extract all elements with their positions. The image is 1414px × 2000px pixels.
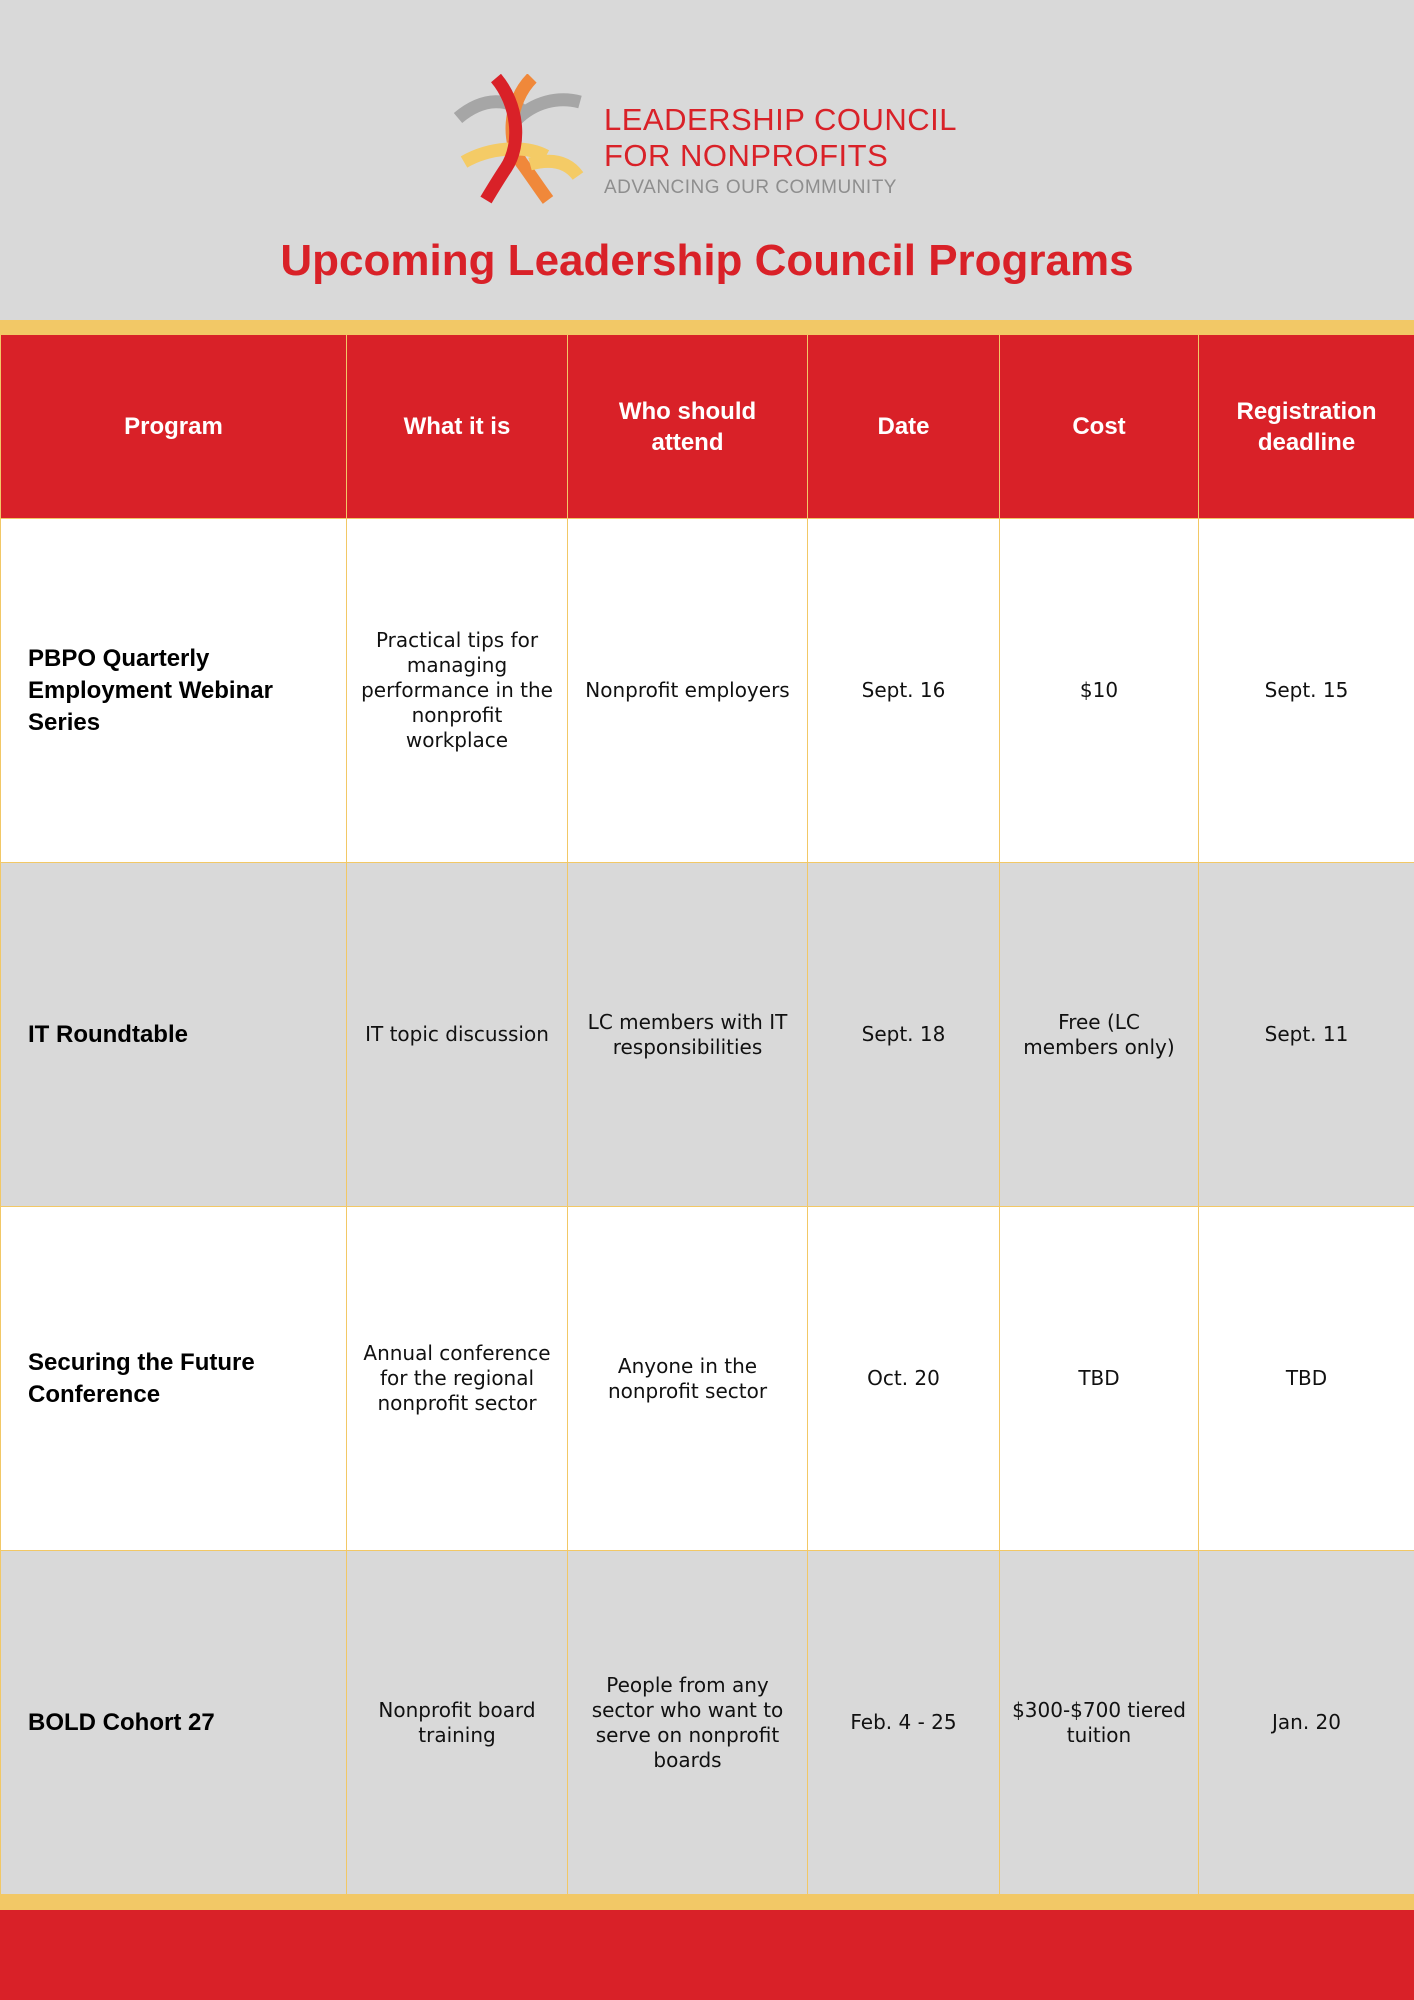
program-deadline: Sept. 11 (1199, 863, 1414, 1207)
gold-divider-top (0, 320, 1414, 334)
organization-logo (454, 74, 964, 204)
program-description: IT topic discussion (347, 863, 568, 1207)
header-who-line1: Who should (618, 397, 757, 425)
interlocking-arcs-logo-icon (454, 74, 584, 204)
program-date: Oct. 20 (808, 1207, 1000, 1551)
program-audience: People from any sector who want to serve on nonprofit boards (568, 1551, 808, 1895)
program-name: BOLD Cohort 27 (1, 1551, 347, 1895)
program-name: PBPO Quarterly Employment Webinar Series (1, 519, 347, 863)
logo-name-line2: FOR NONPROFITS (604, 138, 889, 173)
header-deadline-line2: deadline (1257, 428, 1356, 456)
logo-name-line1: LEADERSHIP COUNCIL (604, 102, 957, 137)
program-deadline: Sept. 15 (1199, 519, 1414, 863)
program-cost: $300-$700 tiered tuition (1000, 1551, 1199, 1895)
program-cost: TBD (1000, 1207, 1199, 1551)
page-header (0, 0, 1414, 320)
header-who-should-attend (568, 335, 808, 519)
page-footer (0, 1910, 1414, 2000)
program-description: Practical tips for managing performance in the nonprofit workplace (347, 519, 568, 863)
program-date: Sept. 16 (808, 519, 1000, 863)
page-title: Upcoming Leadership Council Programs (280, 236, 1134, 285)
header-cost: Cost (1000, 335, 1199, 519)
program-date: Feb. 4 - 25 (808, 1551, 1000, 1895)
logo-tagline: ADVANCING OUR COMMUNITY (604, 177, 897, 198)
program-description: Nonprofit board training (347, 1551, 568, 1895)
program-deadline: TBD (1199, 1207, 1414, 1551)
table-row (1, 1551, 1414, 1895)
table-header-row (1, 335, 1414, 519)
header-what-it-is: What it is (347, 335, 568, 519)
logo-text (604, 102, 957, 202)
gold-divider-bottom (0, 1894, 1414, 1910)
header-registration-deadline (1199, 335, 1414, 519)
program-audience: Anyone in the nonprofit sector (568, 1207, 808, 1551)
header-program: Program (1, 335, 347, 519)
table-row (1, 1207, 1414, 1551)
program-name: IT Roundtable (1, 863, 347, 1207)
program-date: Sept. 18 (808, 863, 1000, 1207)
program-name: Securing the Future Conference (1, 1207, 347, 1551)
table-row (1, 863, 1414, 1207)
programs-table (0, 334, 1414, 1895)
header-who-line2: attend (651, 428, 724, 456)
table-row (1, 519, 1414, 863)
header-date: Date (808, 335, 1000, 519)
program-audience: Nonprofit employers (568, 519, 808, 863)
program-deadline: Jan. 20 (1199, 1551, 1414, 1895)
program-cost: Free (LC members only) (1000, 863, 1199, 1207)
program-description: Annual conference for the regional nonprofit sector (347, 1207, 568, 1551)
header-deadline-line1: Registration (1236, 397, 1377, 425)
program-cost: $10 (1000, 519, 1199, 863)
program-audience: LC members with IT responsibilities (568, 863, 808, 1207)
